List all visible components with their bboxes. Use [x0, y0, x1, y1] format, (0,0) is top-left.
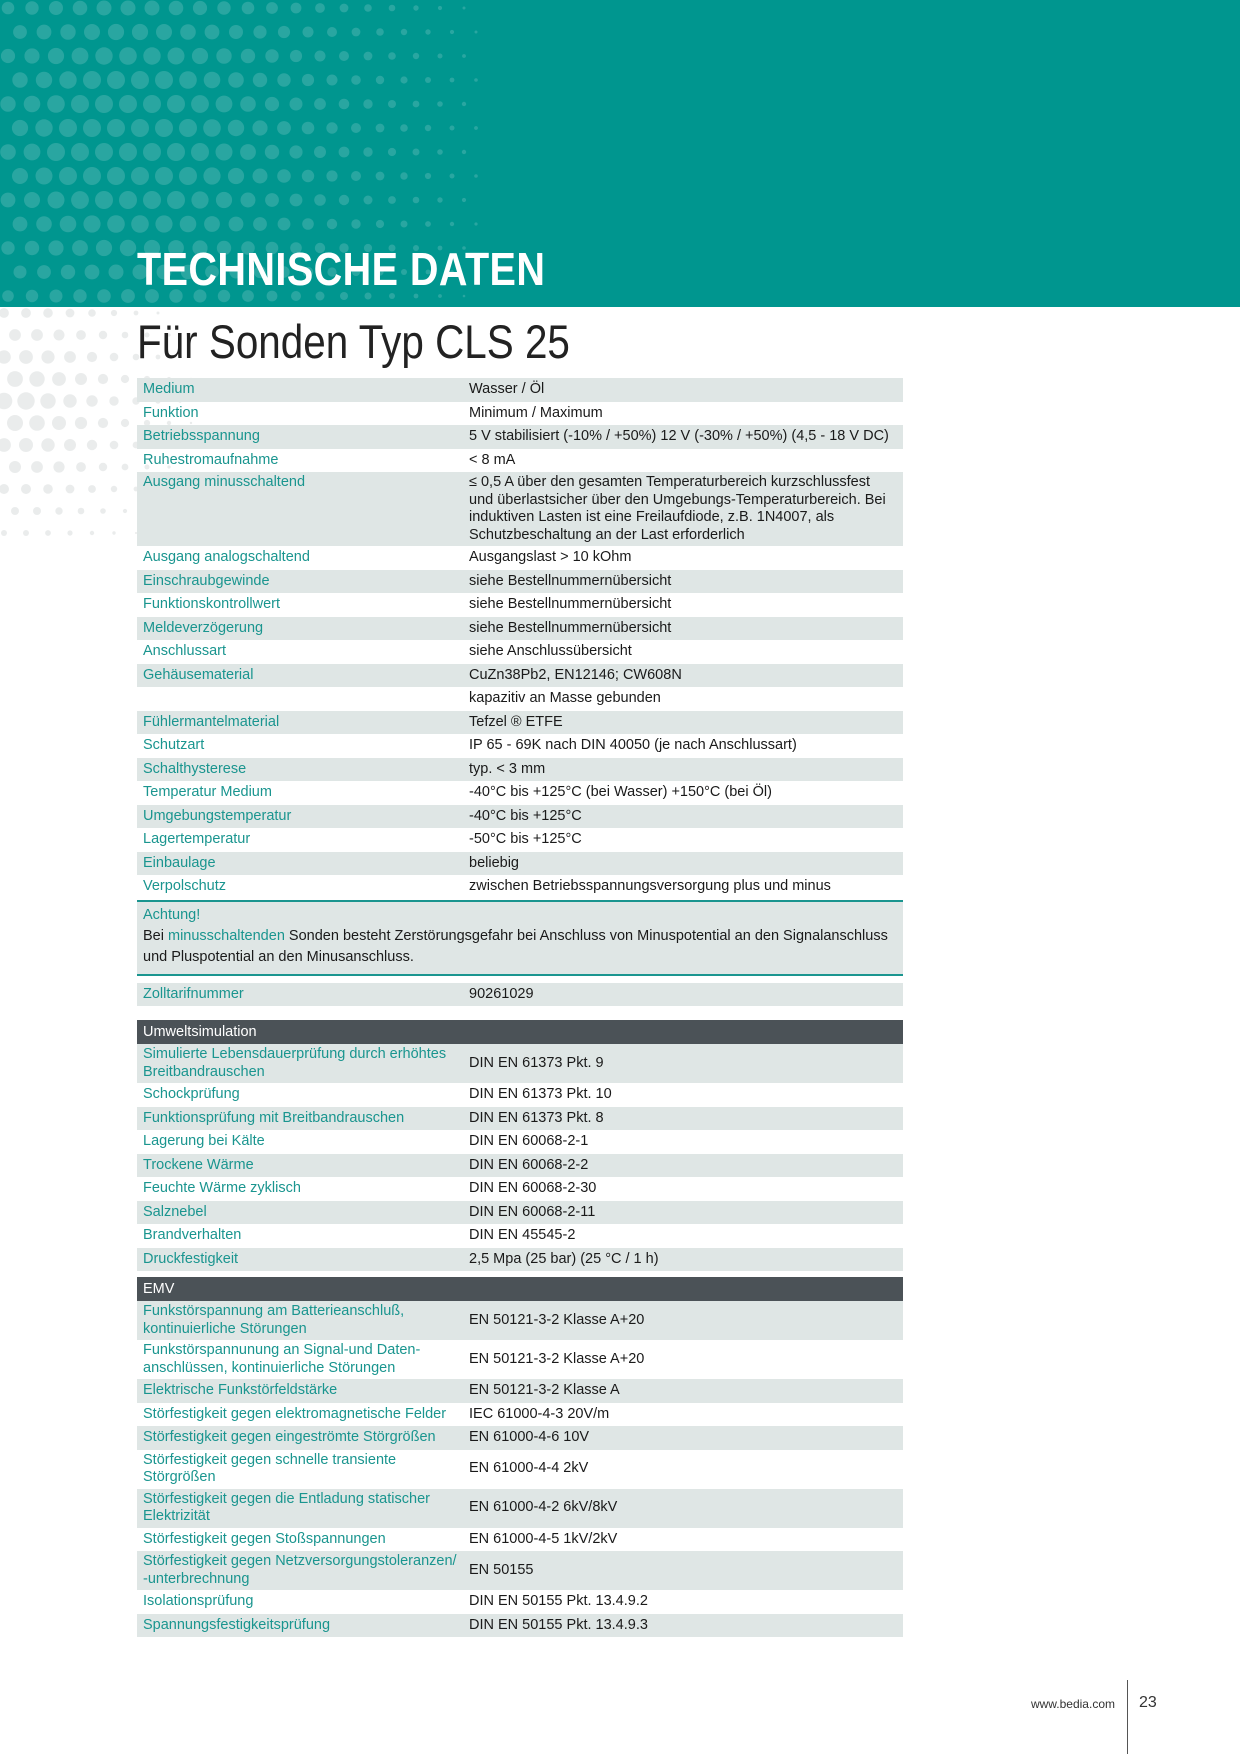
spec-label: Zolltarifnummer: [143, 985, 244, 1002]
spec-label: Druckfestigkeit: [143, 1250, 239, 1267]
spec-row: [137, 378, 903, 402]
spec-value: Tefzel ® ETFE: [469, 713, 563, 730]
spec-value: EN 50121-3-2 Klasse A+20: [469, 1350, 645, 1367]
spec-row: [137, 1489, 903, 1528]
spec-label: Spannungsfestigkeitsprüfung: [143, 1616, 331, 1633]
spec-row: [137, 593, 903, 617]
spec-row: [137, 1301, 903, 1340]
warning-text: [143, 926, 897, 968]
spec-value: DIN EN 60068-2-30: [469, 1180, 597, 1196]
spec-row: [137, 449, 903, 473]
warning-title: Achtung!: [143, 906, 201, 923]
spec-value: -50°C bis +125°C: [469, 831, 582, 847]
spec-row: [137, 852, 903, 876]
section-heading-environment: Umweltsimulation: [137, 1020, 903, 1044]
spec-row: [137, 617, 903, 641]
spec-row: [137, 472, 903, 546]
spec-value: 2,5 Mpa (25 bar) (25 °C / 1 h): [469, 1250, 659, 1267]
spec-label: Funkstörspannunung an Signal-und Daten-anschlüssen, kontinuierliche Störungen: [143, 1342, 421, 1376]
spec-value: typ. < 3 mm: [469, 760, 546, 777]
spec-row: [137, 640, 903, 664]
spec-row: [137, 1130, 903, 1154]
spec-label: Störfestigkeit gegen schnelle transiente Störgrößen: [143, 1451, 397, 1485]
footer-url: www.bedia.com: [1030, 1697, 1115, 1711]
spec-row: [137, 402, 903, 426]
spec-label: Störfestigkeit gegen eingeströmte Störgrößen: [143, 1429, 436, 1445]
spec-row: [137, 1379, 903, 1403]
spec-value: EN 61000-4-2 6kV/8kV: [469, 1499, 618, 1516]
spec-value: DIN EN 50155 Pkt. 13.4.9.3: [469, 1616, 648, 1633]
spec-label: Verpolschutz: [143, 878, 227, 894]
spec-value: DIN EN 50155 Pkt. 13.4.9.2: [469, 1593, 648, 1609]
spec-value: siehe Bestellnummernübersicht: [469, 596, 672, 612]
spec-value: DIN EN 45545-2: [469, 1227, 576, 1243]
spec-label: Störfestigkeit gegen Stoßspannungen: [143, 1530, 386, 1547]
spec-value: DIN EN 61373 Pkt. 9: [469, 1054, 604, 1071]
spec-row: [137, 664, 903, 688]
spec-label: Lagertemperatur: [143, 831, 251, 847]
spec-row: [137, 805, 903, 829]
spec-label: Funktionsprüfung mit Breitbandrauschen: [143, 1109, 405, 1126]
spec-label: Gehäusematerial: [143, 666, 254, 683]
spec-value: Ausgangslast > 10 kOhm: [469, 549, 632, 565]
spec-value: ≤ 0,5 A über den gesamten Temperaturbereich kurzschlussfest und überlastsicher über den Umgebungs-Temperaturbereich. Bei induktiven Lasten ist eine Freilaufdiode, z.B. 1N4007, als Schutzbeschaltung an der Last erforderlich: [469, 474, 886, 543]
warning-text-end: Sonden besteht Zerstörungsgefahr bei Anschluss von Minuspotential an den Signalanschluss und Pluspotential an den Minusanschluss.: [143, 927, 888, 965]
spec-row: [137, 734, 903, 758]
page-number: 23: [1139, 1694, 1157, 1711]
spec-label: Anschlussart: [143, 643, 227, 659]
spec-label: Temperatur Medium: [143, 784, 272, 800]
spec-label: Störfestigkeit gegen Netzversorgungstoleranzen/ -unterbrechnung: [143, 1553, 457, 1587]
spec-value: -40°C bis +125°C: [469, 807, 582, 824]
spec-label: Trockene Wärme: [143, 1156, 254, 1173]
spec-value: 90261029: [469, 985, 534, 1002]
spec-row: [137, 1614, 903, 1638]
spec-value: IEC 61000-4-3 20V/m: [469, 1405, 610, 1422]
spec-row: [137, 1340, 903, 1379]
environment-table: [137, 1044, 903, 1271]
page-title: TECHNISCHE DATEN: [137, 243, 546, 295]
spec-row: [137, 687, 903, 711]
spec-label: Salznebel: [143, 1203, 207, 1220]
spec-label: Funktionskontrollwert: [143, 596, 280, 612]
spec-label: Simulierte Lebensdauerprüfung durch erhöhtes Breitbandrauschen: [143, 1046, 447, 1080]
spec-row: [137, 1107, 903, 1131]
spec-label: Fühlermantelmaterial: [143, 713, 280, 730]
spec-table: [137, 378, 903, 899]
spec-row: [137, 1177, 903, 1201]
spec-value: siehe Bestellnummernübersicht: [469, 619, 672, 636]
spec-label: Meldeverzögerung: [143, 619, 264, 636]
spec-row: [137, 758, 903, 782]
section-heading-emv: EMV: [137, 1277, 903, 1301]
spec-value: EN 61000-4-6 10V: [469, 1429, 590, 1445]
spec-row: [137, 1403, 903, 1427]
spec-label: Ausgang minusschaltend: [143, 474, 306, 490]
spec-value: EN 50155: [469, 1561, 534, 1578]
spec-value: < 8 mA: [469, 451, 516, 468]
spec-row: [137, 1551, 903, 1590]
spec-value: DIN EN 61373 Pkt. 10: [469, 1086, 612, 1102]
spec-value: EN 50121-3-2 Klasse A: [469, 1382, 620, 1398]
spec-value: beliebig: [469, 854, 519, 871]
spec-value: DIN EN 60068-2-11: [469, 1203, 596, 1220]
spec-label: Funkstörspannung am Batterieanschluß, kontinuierliche Störungen: [143, 1303, 405, 1337]
spec-row: [137, 546, 903, 570]
spec-value: DIN EN 60068-2-1: [469, 1133, 589, 1149]
spec-value: Minimum / Maximum: [469, 404, 603, 421]
spec-label: Störfestigkeit gegen elektromagnetische Felder: [143, 1405, 447, 1422]
spec-row: [137, 1224, 903, 1248]
spec-label: Lagerung bei Kälte: [143, 1133, 265, 1149]
spec-label: Umgebungstemperatur: [143, 807, 292, 824]
spec-value: IP 65 - 69K nach DIN 40050 (je nach Anschlussart): [469, 737, 797, 753]
spec-row: [137, 1083, 903, 1107]
spec-row: [137, 781, 903, 805]
spec-row: [137, 570, 903, 594]
spec-label: Schutzart: [143, 737, 205, 753]
spec-label: Isolationsprüfung: [143, 1593, 254, 1609]
spec-value: EN 61000-4-4 2kV: [469, 1460, 589, 1477]
spec-label: Feuchte Wärme zyklisch: [143, 1180, 301, 1196]
spec-label: Einbaulage: [143, 854, 216, 871]
spec-value: kapazitiv an Masse gebunden: [469, 690, 661, 706]
spec-label: [137, 697, 463, 701]
spec-value: zwischen Betriebsspannungsversorgung plus und minus: [469, 878, 831, 894]
spec-row: [137, 875, 903, 899]
spec-value: Wasser / Öl: [469, 381, 545, 397]
spec-label: Medium: [143, 381, 195, 397]
spec-value: CuZn38Pb2, EN12146; CW608N: [469, 666, 682, 683]
spec-label: Schalthysterese: [143, 760, 247, 777]
spec-value: siehe Bestellnummernübersicht: [469, 572, 672, 589]
spec-row: [137, 1426, 903, 1450]
spec-value: DIN EN 61373 Pkt. 8: [469, 1109, 604, 1126]
spec-label: Schockprüfung: [143, 1086, 240, 1102]
page-subtitle: Für Sonden Typ CLS 25: [137, 315, 570, 368]
spec-row: [137, 425, 903, 449]
spec-row-tariff: [137, 983, 903, 1007]
spec-value: EN 61000-4-5 1kV/2kV: [469, 1530, 618, 1547]
spec-value: -40°C bis +125°C (bei Wasser) +150°C (bei Öl): [469, 784, 772, 800]
spec-row: [137, 711, 903, 735]
spec-label: Ruhestromaufnahme: [143, 451, 279, 468]
spec-row: [137, 1528, 903, 1552]
emv-table: [137, 1301, 903, 1637]
spec-label: Betriebsspannung: [143, 428, 260, 444]
spec-label: Funktion: [143, 404, 199, 421]
spec-row: [137, 1154, 903, 1178]
spec-label: Störfestigkeit gegen die Entladung statischer Elektrizität: [143, 1490, 430, 1524]
warning-highlight: minusschaltenden: [168, 927, 285, 944]
spec-value: 5 V stabilisiert (-10% / +50%) 12 V (-30% / +50%) (4,5 - 18 V DC): [469, 428, 889, 444]
spec-row: [137, 1044, 903, 1083]
spec-row: [137, 1450, 903, 1489]
spec-row: [137, 1248, 903, 1272]
spec-row: [137, 828, 903, 852]
warning-notice: [137, 900, 903, 976]
spec-value: EN 50121-3-2 Klasse A+20: [469, 1311, 645, 1328]
spec-label: Einschraubgewinde: [143, 572, 270, 589]
footer-divider: [1127, 1680, 1128, 1754]
spec-row: [137, 1201, 903, 1225]
spec-sheet: [137, 378, 903, 1637]
spec-label: Brandverhalten: [143, 1227, 242, 1243]
spec-label: Elektrische Funkstörfeldstärke: [143, 1382, 338, 1398]
spec-value: siehe Anschlussübersicht: [469, 643, 632, 659]
spec-row: [137, 1590, 903, 1614]
warning-text-start: Bei: [143, 927, 168, 944]
spec-value: DIN EN 60068-2-2: [469, 1156, 589, 1173]
spec-label: Ausgang analogschaltend: [143, 549, 310, 565]
